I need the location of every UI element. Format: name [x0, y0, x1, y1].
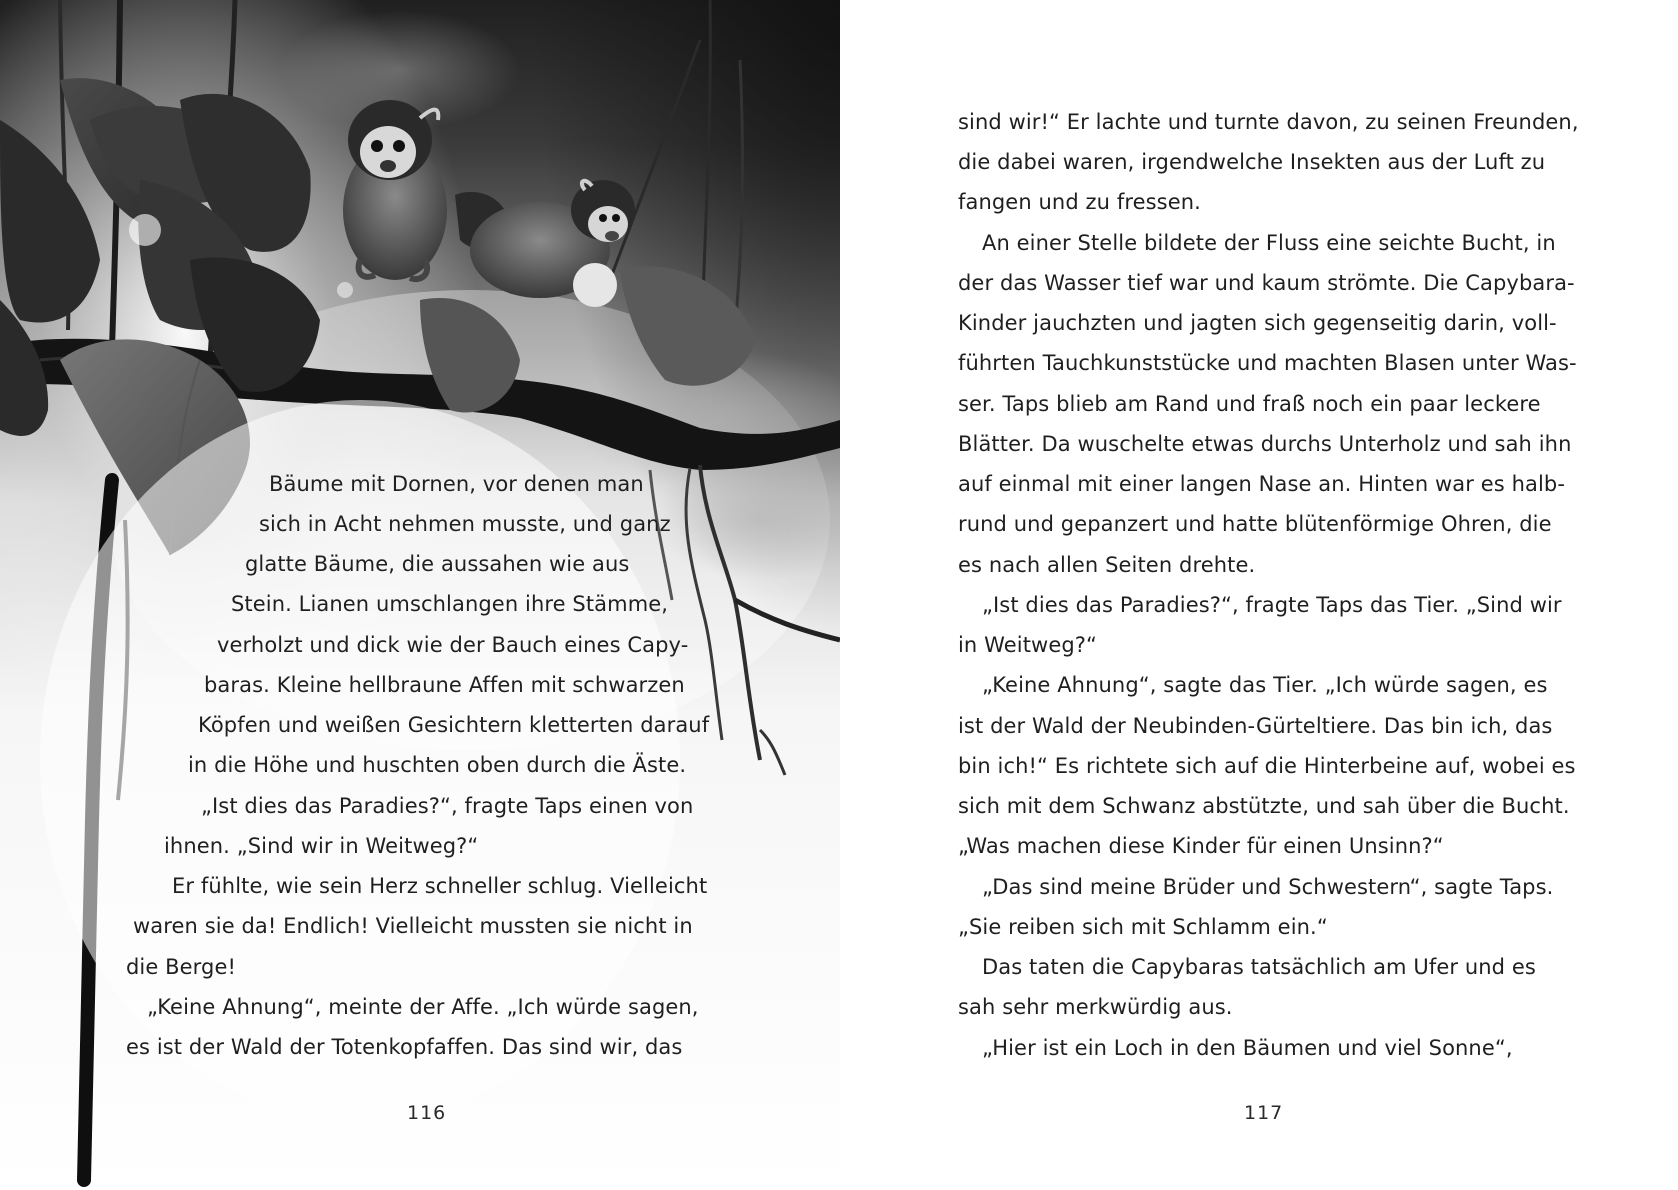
right-text-line: sich mit dem Schwanz abstützte, und sah über die Bucht.: [958, 794, 1570, 818]
page-number-right: 117: [1244, 1102, 1284, 1124]
left-text-line: ihnen. „Sind wir in Weitweg?“: [164, 834, 479, 858]
left-text-line: sich in Acht nehmen musste, und ganz: [259, 512, 671, 536]
right-text-line: sind wir!“ Er lachte und turnte davon, zu seinen Freunden,: [958, 110, 1579, 134]
left-text-line: verholzt und dick wie der Bauch eines Capy-: [217, 633, 689, 657]
right-text-line: ser. Taps blieb am Rand und fraß noch ein paar leckere: [958, 392, 1541, 416]
right-text-line: An einer Stelle bildete der Fluss eine seichte Bucht, in: [982, 231, 1556, 255]
right-text-line: in Weitweg?“: [958, 633, 1097, 657]
left-text-line: Köpfen und weißen Gesichtern kletterten darauf: [198, 713, 710, 737]
left-text-line: „Ist dies das Paradies?“, fragte Taps einen von: [201, 794, 694, 818]
right-text-line: „Das sind meine Brüder und Schwestern“, sagte Taps.: [982, 875, 1554, 899]
right-text-line: „Sie reiben sich mit Schlamm ein.“: [958, 915, 1328, 939]
right-text-line: „Ist dies das Paradies?“, fragte Taps das Tier. „Sind wir: [982, 593, 1562, 617]
right-text-line: rund und gepanzert und hatte blütenförmige Ohren, die: [958, 512, 1552, 536]
right-text-line: auf einmal mit einer langen Nase an. Hinten war es halb-: [958, 472, 1566, 496]
right-text-line: bin ich!“ Es richtete sich auf die Hinterbeine auf, wobei es: [958, 754, 1576, 778]
left-text-line: Bäume mit Dornen, vor denen man: [269, 472, 644, 496]
right-text-line: Blätter. Da wuschelte etwas durchs Unterholz und sah ihn: [958, 432, 1572, 456]
right-text-line: Das taten die Capybaras tatsächlich am Ufer und es: [982, 955, 1536, 979]
right-text-line: Kinder jauchzten und jagten sich gegenseitig darin, voll-: [958, 311, 1557, 335]
right-text-line: der das Wasser tief war und kaum strömte. Die Capybara-: [958, 271, 1575, 295]
left-text-line: in die Höhe und huschten oben durch die Äste.: [188, 753, 687, 777]
right-text-line: ist der Wald der Neubinden-Gürteltiere. Das bin ich, das: [958, 714, 1553, 738]
left-text-line: Stein. Lianen umschlangen ihre Stämme,: [231, 592, 669, 616]
right-text-line: sah sehr merkwürdig aus.: [958, 995, 1233, 1019]
right-text-line: führten Tauchkunststücke und machten Blasen unter Was-: [958, 351, 1577, 375]
right-text-line: „Hier ist ein Loch in den Bäumen und viel Sonne“,: [982, 1036, 1513, 1060]
left-text-line: glatte Bäume, die aussahen wie aus: [245, 552, 630, 576]
left-text-line: „Keine Ahnung“, meinte der Affe. „Ich würde sagen,: [147, 995, 699, 1019]
right-text-line: fangen und zu fressen.: [958, 190, 1201, 214]
left-text-line: baras. Kleine hellbraune Affen mit schwarzen: [204, 673, 685, 697]
right-text-line: die dabei waren, irgendwelche Insekten aus der Luft zu: [958, 150, 1546, 174]
left-text-line: es ist der Wald der Totenkopfaffen. Das sind wir, das: [126, 1035, 683, 1059]
right-text-line: „Keine Ahnung“, sagte das Tier. „Ich würde sagen, es: [982, 673, 1548, 697]
right-text-line: es nach allen Seiten drehte.: [958, 553, 1256, 577]
left-text-line: waren sie da! Endlich! Vielleicht mussten sie nicht in: [133, 914, 693, 938]
left-text-line: die Berge!: [126, 955, 237, 979]
left-text-line: Er fühlte, wie sein Herz schneller schlug. Vielleicht: [172, 874, 708, 898]
right-text-line: „Was machen diese Kinder für einen Unsinn?“: [958, 834, 1444, 858]
right-page: [840, 0, 1678, 1190]
page-number-left: 116: [407, 1102, 447, 1124]
